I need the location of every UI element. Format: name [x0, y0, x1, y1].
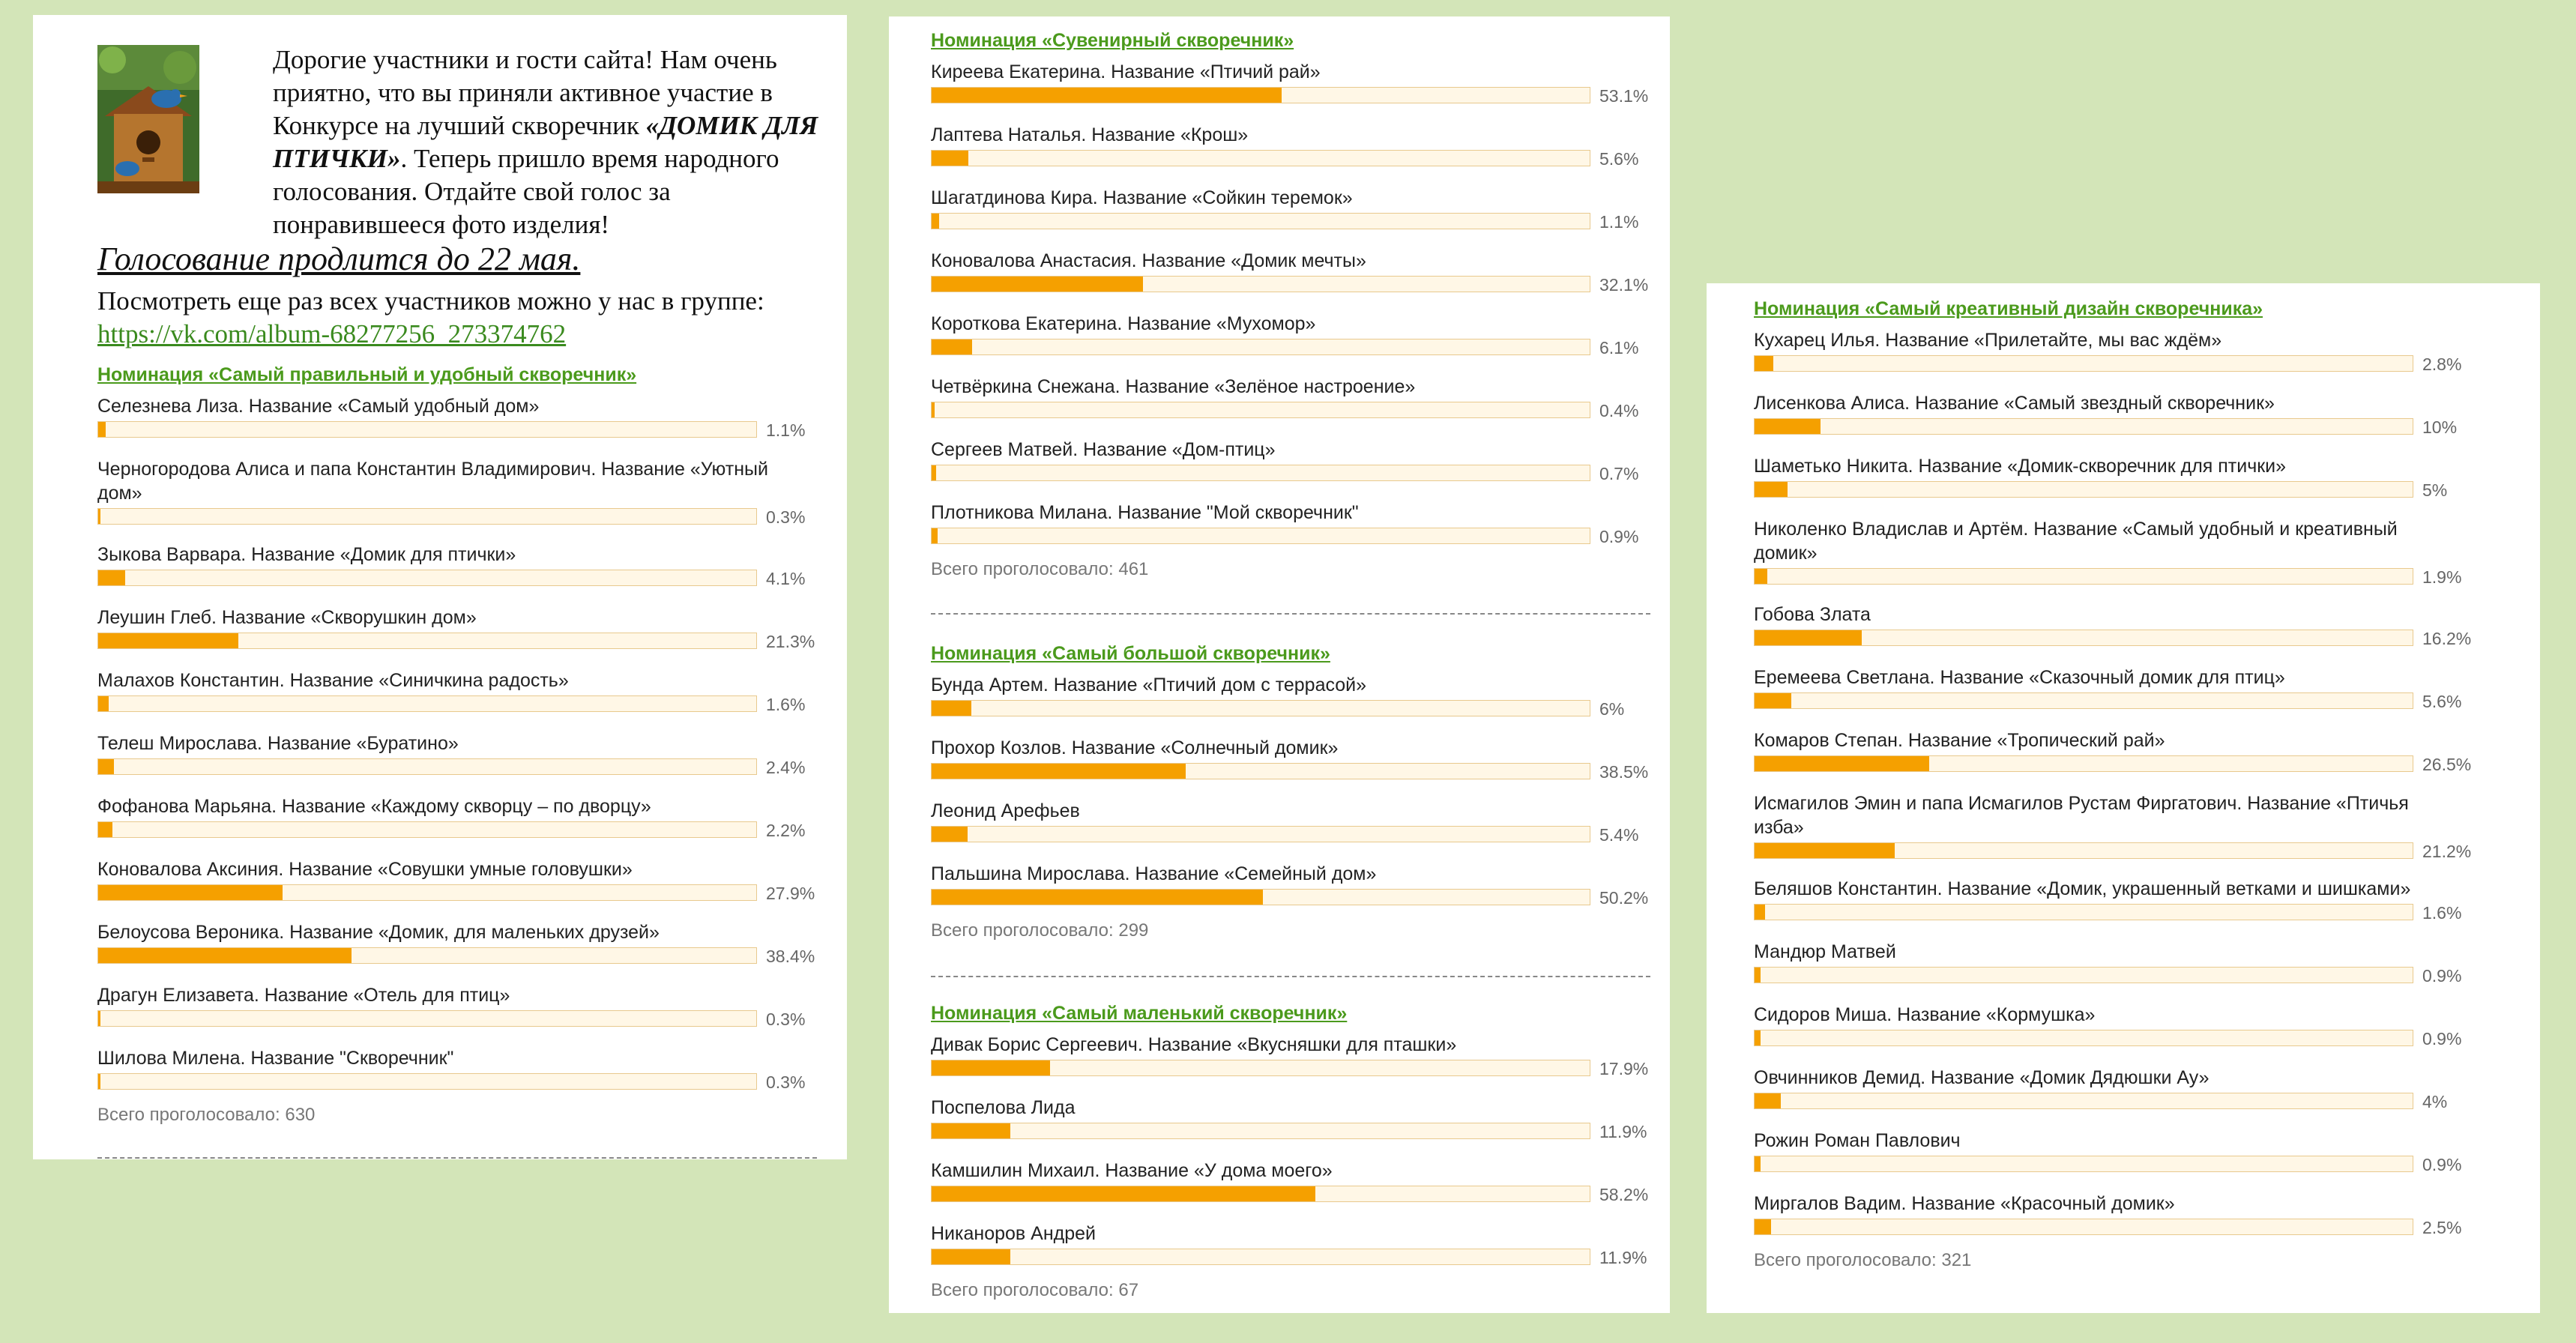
poll-option-label: Коновалова Анастасия. Название «Домик мечты»	[931, 250, 1366, 271]
poll-title[interactable]: Номинация «Самый креативный дизайн скворечника»	[1754, 298, 2263, 319]
poll-option[interactable]	[97, 983, 817, 1027]
poll-option[interactable]	[97, 669, 817, 712]
poll-option[interactable]	[97, 543, 817, 586]
vote-bar-track	[97, 1073, 757, 1090]
poll-option-label: Лисенкова Алиса. Название «Самый звездный скворечник»	[1754, 393, 2275, 414]
vote-bar-track	[97, 421, 757, 438]
vote-bar-track	[1754, 692, 2413, 709]
poll-biggest	[931, 643, 1650, 941]
vote-bar-track	[1754, 842, 2413, 859]
poll-option[interactable]	[1754, 517, 2511, 585]
total-votes-label: Всего проголосовало:	[97, 1105, 286, 1125]
poll-option[interactable]	[931, 249, 1650, 295]
vote-bar-fill	[932, 277, 1143, 292]
total-votes	[97, 1105, 315, 1126]
vote-bar-track	[931, 1123, 1590, 1139]
poll-smallest	[931, 1003, 1650, 1300]
vote-bar-fill	[932, 88, 1282, 103]
vote-bar-fill	[98, 633, 238, 648]
total-votes-count: 67	[1118, 1280, 1139, 1300]
poll-option-label: Киреева Екатерина. Название «Птичий рай»	[931, 61, 1321, 82]
vote-bar-track	[97, 947, 757, 964]
deadline-text: Голосование продлится до 22 мая.	[97, 241, 581, 277]
poll-option[interactable]	[1754, 391, 2511, 435]
vote-bar-fill	[1755, 1156, 1761, 1171]
vote-bar-track	[931, 528, 1590, 544]
vote-bar-track	[931, 150, 1590, 166]
vote-percent: 1.9%	[2422, 567, 2462, 587]
vote-bar-fill	[932, 1060, 1050, 1075]
vote-bar-fill	[1755, 843, 1895, 858]
total-votes-label: Всего проголосовало:	[931, 1280, 1119, 1300]
poll-correct-convenient	[97, 364, 817, 1125]
poll-option[interactable]	[97, 731, 817, 775]
vote-percent: 0.3%	[766, 1009, 806, 1029]
birdhouse-picture-icon	[97, 45, 199, 193]
vote-bar-fill	[1755, 356, 1773, 371]
poll-option-label: Комаров Степан. Название «Тропический рай»	[1754, 730, 2165, 751]
total-votes-label: Всего проголосовало:	[1754, 1250, 1942, 1270]
poll-option-label: Прохор Козлов. Название «Солнечный домик»	[931, 737, 1339, 758]
poll-option-label: Дивак Борис Сергеевич. Название «Вкусняшки для пташки»	[931, 1034, 1457, 1055]
poll-option-label: Беляшов Константин. Название «Домик, украшенный ветками и шишками»	[1754, 878, 2411, 899]
poll-option[interactable]	[931, 862, 1650, 908]
vote-bar-track	[931, 276, 1590, 292]
vote-bar-track	[1754, 1156, 2413, 1172]
poll-option[interactable]	[1754, 666, 2511, 709]
poll-option[interactable]	[931, 1096, 1650, 1139]
total-votes-count: 299	[1118, 920, 1149, 941]
intro-greeting-end: . Теперь пришло время народного голосования. Отдайте свой голос за понравившееся фото изделия!	[273, 144, 779, 239]
poll-option[interactable]	[931, 123, 1650, 169]
vote-bar-track	[1754, 568, 2413, 585]
vote-percent: 11.9%	[1599, 1122, 1647, 1141]
vote-percent: 5%	[2422, 480, 2448, 500]
total-votes	[931, 920, 1148, 941]
poll-option[interactable]	[97, 920, 817, 964]
poll-option-label: Мандюр Матвей	[1754, 941, 1896, 962]
vote-bar-fill	[1755, 419, 1821, 434]
total-votes-count: 630	[285, 1105, 316, 1125]
vote-bar-fill	[98, 509, 100, 524]
poll-option-label: Исмагилов Эмин и папа Исмагилов Рустам Фиргатович. Название «Птичья изба»	[1754, 793, 2409, 838]
poll-option[interactable]	[1754, 328, 2511, 372]
vote-bar-track	[1754, 1093, 2413, 1109]
vote-bar-fill	[932, 528, 938, 543]
vote-percent: 0.9%	[2422, 1029, 2462, 1048]
poll-option[interactable]	[97, 394, 817, 438]
poll-option-label: Драгун Елизавета. Название «Отель для птиц»	[97, 985, 510, 1006]
vote-percent: 11.9%	[1599, 1248, 1647, 1267]
poll-option[interactable]	[1754, 1129, 2511, 1172]
poll-option[interactable]	[931, 673, 1650, 719]
poll-option[interactable]	[931, 1222, 1650, 1265]
vote-bar-fill	[98, 948, 352, 963]
vote-bar-fill	[98, 822, 112, 837]
poll-title[interactable]: Номинация «Сувенирный скворечник»	[931, 30, 1294, 51]
poll-option-label: Сидоров Миша. Название «Кормушка»	[1754, 1004, 2096, 1025]
poll-option-label: Бунда Артем. Название «Птичий дом с террасой»	[931, 674, 1367, 695]
poll-option-label: Кухарец Илья. Название «Прилетайте, мы вас ждём»	[1754, 330, 2222, 351]
separator	[97, 1157, 817, 1159]
vote-bar-fill	[98, 422, 106, 437]
vote-percent: 5.6%	[2422, 692, 2462, 711]
poll-option[interactable]	[97, 857, 817, 901]
poll-option[interactable]	[931, 312, 1650, 355]
vote-bar-fill	[932, 214, 939, 229]
vote-bar-track	[931, 1249, 1590, 1265]
poll-option[interactable]	[97, 794, 817, 838]
vote-percent: 4%	[2422, 1092, 2448, 1111]
poll-title[interactable]: Номинация «Самый правильный и удобный скворечник»	[97, 364, 637, 385]
poll-option-label: Еремеева Светлана. Название «Сказочный домик для птиц»	[1754, 667, 2285, 688]
total-votes	[1754, 1250, 1971, 1271]
vote-bar-fill	[1755, 693, 1791, 708]
poll-option[interactable]	[1754, 1066, 2511, 1109]
vote-bar-track	[1754, 904, 2413, 920]
vote-percent: 27.9%	[766, 884, 815, 903]
vote-bar-track	[97, 695, 757, 712]
poll-option[interactable]	[1754, 728, 2511, 772]
vote-percent: 2.8%	[2422, 354, 2462, 374]
vote-bar-fill	[1755, 968, 1761, 983]
poll-option-label: Селезнева Лиза. Название «Самый удобный дом»	[97, 396, 540, 417]
vote-bar-fill	[932, 402, 935, 417]
poll-option[interactable]	[931, 799, 1650, 845]
poll-option-label: Фофанова Марьяна. Название «Каждому скворцу – по дворцу»	[97, 796, 651, 817]
poll-option[interactable]	[1754, 1003, 2511, 1046]
vote-bar-fill	[1755, 1093, 1781, 1108]
poll-option-label: Малахов Константин. Название «Синичкина радость»	[97, 670, 569, 691]
vote-percent: 0.4%	[1599, 401, 1639, 420]
poll-option[interactable]	[1754, 791, 2511, 859]
poll-option-label: Белоусова Вероника. Название «Домик, для маленьких друзей»	[97, 922, 660, 943]
vote-bar-track	[931, 465, 1590, 481]
poll-option[interactable]	[97, 1046, 817, 1090]
vote-bar-track	[1754, 418, 2413, 435]
separator	[931, 613, 1650, 615]
vote-bar-track	[1754, 967, 2413, 983]
vote-bar-fill	[98, 570, 125, 585]
vote-percent: 21.3%	[766, 632, 815, 651]
poll-souvenir	[931, 30, 1650, 579]
poll-option-label: Леонид Арефьев	[931, 800, 1080, 821]
poll-option[interactable]	[931, 60, 1650, 106]
vote-bar-track	[97, 758, 757, 775]
vote-percent: 2.4%	[766, 758, 806, 777]
vote-percent: 1.1%	[766, 420, 806, 440]
vote-bar-track	[931, 87, 1590, 103]
vote-percent: 0.7%	[1599, 464, 1639, 483]
vote-bar-fill	[98, 1074, 100, 1089]
poll-creative-design	[1754, 298, 2511, 1270]
poll-option[interactable]	[931, 501, 1650, 544]
vote-bar-fill	[1755, 630, 1862, 645]
poll-option-label: Шилова Милена. Название "Скворечник"	[97, 1048, 454, 1069]
total-votes-label: Всего проголосовало:	[931, 559, 1119, 579]
total-votes	[931, 1280, 1138, 1301]
vote-bar-track	[97, 508, 757, 525]
poll-option-label: Зыкова Варвара. Название «Домик для птички»	[97, 544, 516, 565]
poll-option[interactable]	[1754, 603, 2511, 646]
poll-option-label: Камшилин Михаил. Название «У дома моего»	[931, 1160, 1333, 1181]
poll-option-label: Плотникова Милана. Название "Мой скворечник"	[931, 502, 1359, 523]
poll-option-label: Коновалова Аксиния. Название «Совушки умные головушки»	[97, 859, 633, 880]
poll-option[interactable]	[97, 606, 817, 649]
vote-percent: 58.2%	[1599, 1185, 1649, 1204]
vote-percent: 10%	[2422, 417, 2458, 437]
vote-bar-track	[931, 213, 1590, 229]
vote-bar-track	[931, 1060, 1590, 1076]
poll-title[interactable]: Номинация «Самый маленький скворечник»	[931, 1003, 1348, 1024]
vote-bar-fill	[932, 1249, 1010, 1264]
vote-percent: 2.2%	[766, 821, 806, 840]
vote-percent: 2.5%	[2422, 1218, 2462, 1237]
poll-option-label: Николенко Владислав и Артём. Название «Самый удобный и креативный домик»	[1754, 519, 2398, 564]
vote-bar-track	[1754, 1219, 2413, 1235]
poll-option[interactable]	[1754, 877, 2511, 923]
poll-option-label: Овчинников Демид. Название «Домик Дядюшки Ау»	[1754, 1067, 2209, 1088]
poll-option[interactable]	[1754, 940, 2511, 986]
poll-option-label: Поспелова Лида	[931, 1097, 1076, 1118]
album-link[interactable]: https://vk.com/album-68277256_273374762	[97, 319, 567, 348]
vote-percent: 38.4%	[766, 947, 815, 966]
vote-bar-track	[97, 570, 757, 586]
vote-bar-fill	[1755, 1030, 1761, 1045]
vote-bar-fill	[932, 151, 968, 166]
poll-option-label: Четвёркина Снежана. Название «Зелёное настроение»	[931, 376, 1416, 397]
poll-option-label: Леушин Глеб. Название «Скворушкин дом»	[97, 607, 477, 628]
vote-percent: 21.2%	[2422, 842, 2472, 861]
vote-bar-track	[931, 339, 1590, 355]
vote-percent: 0.9%	[1599, 527, 1639, 546]
vote-bar-fill	[932, 339, 972, 354]
vote-bar-track	[97, 884, 757, 901]
poll-option-label: Лаптева Наталья. Название «Крош»	[931, 124, 1249, 145]
contest-name: «ДОМИК ДЛЯ ПТИЧКИ»	[273, 111, 818, 173]
poll-option[interactable]	[97, 457, 817, 525]
vote-percent: 0.3%	[766, 507, 806, 527]
vote-bar-track	[1754, 355, 2413, 372]
vote-bar-track	[97, 1010, 757, 1027]
vote-percent: 1.6%	[766, 695, 806, 714]
vote-bar-fill	[932, 890, 1263, 905]
separator	[931, 976, 1650, 977]
vote-percent: 6.1%	[1599, 338, 1639, 357]
poll-title[interactable]: Номинация «Самый большой скворечник»	[931, 643, 1330, 664]
poll-option[interactable]	[1754, 454, 2511, 498]
vote-percent: 38.5%	[1599, 762, 1649, 782]
poll-option-label: Сергеев Матвей. Название «Дом-птиц»	[931, 439, 1276, 460]
poll-option-label: Телеш Мирослава. Название «Буратино»	[97, 733, 459, 754]
vote-bar-track	[931, 402, 1590, 418]
vote-bar-fill	[98, 885, 283, 900]
vote-bar-fill	[932, 465, 936, 480]
total-votes	[931, 559, 1148, 580]
vote-bar-fill	[1755, 905, 1765, 920]
vote-percent: 1.1%	[1599, 212, 1639, 232]
vote-bar-track	[931, 763, 1590, 779]
poll-option-label: Короткова Екатерина. Название «Мухомор»	[931, 313, 1316, 334]
poll-option-label: Миргалов Вадим. Название «Красочный домик»	[1754, 1193, 2175, 1214]
vote-percent: 0.9%	[2422, 1155, 2462, 1174]
vote-bar-fill	[98, 759, 114, 774]
total-votes-count: 321	[1941, 1250, 1972, 1270]
vote-percent: 50.2%	[1599, 888, 1649, 908]
vote-bar-track	[1754, 1030, 2413, 1046]
vote-percent: 5.4%	[1599, 825, 1639, 845]
vote-percent: 6%	[1599, 699, 1625, 719]
poll-option[interactable]	[931, 1159, 1650, 1202]
poll-option[interactable]	[931, 375, 1650, 418]
poll-option-label: Гобова Злата	[1754, 604, 1871, 625]
poll-option[interactable]	[931, 736, 1650, 782]
vote-bar-track	[931, 889, 1590, 905]
poll-option-label: Пальшина Мирослава. Название «Семейный дом»	[931, 863, 1377, 884]
vote-percent: 26.5%	[2422, 755, 2472, 774]
poll-option-label: Шаметько Никита. Название «Домик-скворечник для птички»	[1754, 456, 2287, 477]
poll-option[interactable]	[931, 1033, 1650, 1076]
total-votes-label: Всего проголосовало:	[931, 920, 1119, 941]
vote-percent: 5.6%	[1599, 149, 1639, 169]
vote-bar-fill	[932, 701, 971, 716]
poll-option-label: Рожин Роман Павлович	[1754, 1130, 1961, 1151]
album-text	[97, 285, 772, 351]
vote-bar-fill	[932, 764, 1186, 779]
poll-option[interactable]	[931, 438, 1650, 481]
vote-bar-fill	[1755, 569, 1767, 584]
vote-percent: 1.6%	[2422, 903, 2462, 923]
poll-option[interactable]	[1754, 1192, 2511, 1235]
vote-bar-fill	[1755, 482, 1788, 497]
poll-option[interactable]	[931, 186, 1650, 232]
vote-bar-fill	[932, 827, 968, 842]
vote-bar-fill	[98, 1011, 100, 1026]
vote-percent: 0.9%	[2422, 966, 2462, 986]
vote-bar-track	[1754, 630, 2413, 646]
vote-bar-fill	[1755, 1219, 1771, 1234]
vote-percent: 16.2%	[2422, 629, 2472, 648]
intro-text	[273, 43, 842, 241]
vote-bar-track	[931, 700, 1590, 716]
vote-bar-track	[1754, 481, 2413, 498]
vote-percent: 32.1%	[1599, 275, 1649, 295]
vote-bar-track	[931, 1186, 1590, 1202]
vote-bar-fill	[932, 1186, 1315, 1201]
vote-bar-fill	[98, 696, 109, 711]
poll-option-label: Никаноров Андрей	[931, 1223, 1096, 1244]
vote-bar-track	[1754, 755, 2413, 772]
poll-option-label: Шагатдинова Кира. Название «Сойкин теремок»	[931, 187, 1353, 208]
intro-greeting: Дорогие участники и гости сайта! Нам очень приятно, что вы приняли активное участие в Конкурсе на лучший скворечник	[273, 45, 777, 140]
vote-bar-fill	[932, 1123, 1010, 1138]
vote-percent: 0.3%	[766, 1072, 806, 1092]
vote-percent: 4.1%	[766, 569, 806, 588]
vote-percent: 17.9%	[1599, 1059, 1649, 1078]
vote-percent: 53.1%	[1599, 86, 1649, 106]
total-votes-count: 461	[1118, 559, 1149, 579]
vote-bar-track	[931, 826, 1590, 842]
vote-bar-track	[97, 633, 757, 649]
poll-option-label: Черногородова Алиса и папа Константин Владимирович. Название «Уютный дом»	[97, 459, 768, 504]
vote-bar-fill	[1755, 756, 1929, 771]
album-label: Посмотреть еще раз всех участников можно у нас в группе:	[97, 286, 764, 316]
vote-bar-track	[97, 821, 757, 838]
